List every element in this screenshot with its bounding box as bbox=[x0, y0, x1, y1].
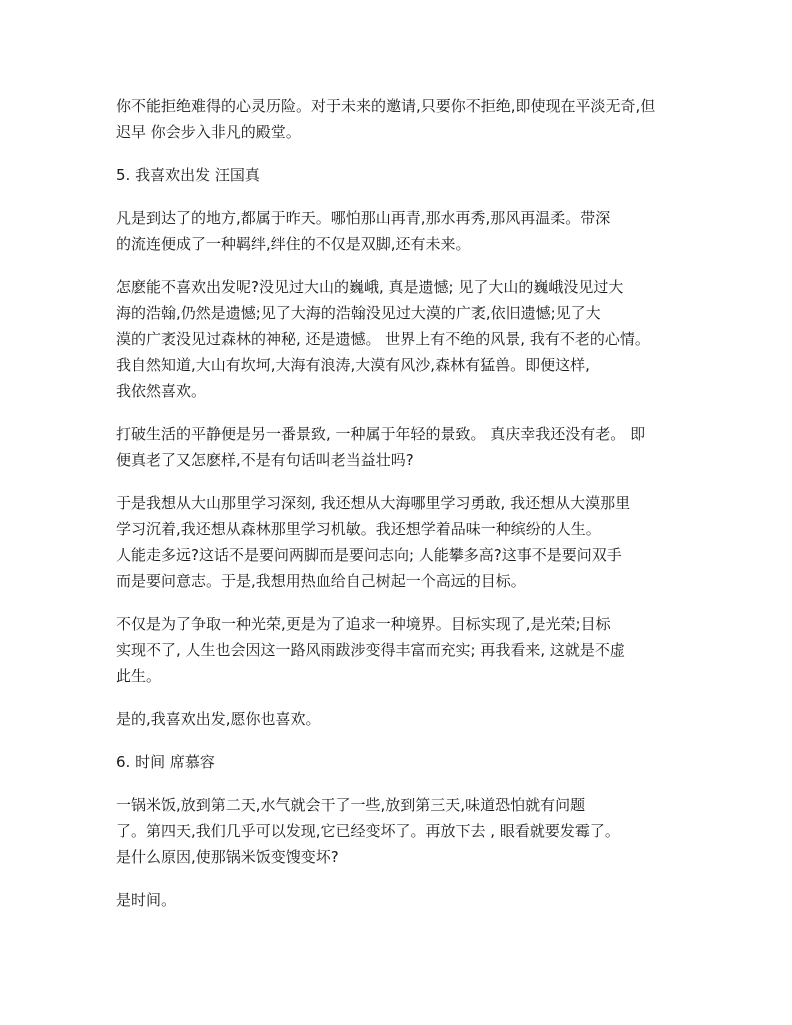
text-line: 漠的广袤没见过森林的神秘, 还是遗憾。 世界上有不绝的风景, 我有不老的心情。 bbox=[116, 330, 650, 348]
text-line: 学习沉着,我还想从森林那里学习机敏。我还想学着品味一种缤纷的人生。 bbox=[116, 520, 601, 538]
text-line: 是什么原因,使那锅米饭变馊变坏? bbox=[116, 848, 339, 866]
text-line: 你不能拒绝难得的心灵历险。对于未来的邀请,只要你不拒绝,即使现在平淡无奇,但 bbox=[116, 97, 656, 115]
text-line: 的流连便成了一种羁绊,绊住的不仅是双脚,还有未来。 bbox=[116, 235, 471, 253]
paragraph-1 bbox=[116, 93, 696, 145]
section-heading-6: 6. 时间 席慕容 bbox=[116, 753, 215, 771]
paragraph-3 bbox=[116, 274, 696, 404]
text-line: 实现不了, 人生也会因这一路风雨跋涉变得丰富而充实; 再我看来, 这就是不虚 bbox=[116, 641, 625, 659]
text-line: 海的浩翰,仍然是遗憾;见了大海的浩翰没见过大漠的广袤,依旧遗憾;见了大 bbox=[116, 304, 601, 322]
text-line: 是的,我喜欢出发,愿你也喜欢。 bbox=[116, 710, 321, 728]
paragraph-8 bbox=[116, 792, 696, 870]
text-line: 打破生活的平静便是另一番景致, 一种属于年轻的景致。 真庆幸我还没有老。 即 bbox=[116, 425, 646, 443]
section-heading-5: 5. 我喜欢出发 汪国真 bbox=[116, 166, 260, 184]
text-line: 于是我想从大山那里学习深刻, 我还想从大海哪里学习勇敢, 我还想从大漠那里 bbox=[116, 494, 631, 512]
text-line: 人能走多远?这话不是要问两脚而是要问志向; 人能攀多高?这事不是要问双手 bbox=[116, 546, 622, 564]
paragraph-7 bbox=[116, 706, 696, 732]
text-line: 而是要问意志。于是,我想用热血给自己树起一个高远的目标。 bbox=[116, 572, 526, 590]
text-line: 了。第四天,我们几乎可以发现,它已经变坏了。再放下去 , 眼看就要发霉了。 bbox=[116, 822, 620, 840]
text-line: 一锅米饭,放到第二天,水气就会干了一些,放到第三天,味道恐怕就有问题 bbox=[116, 796, 586, 814]
paragraph-6 bbox=[116, 611, 696, 689]
paragraph-5 bbox=[116, 490, 696, 594]
text-line: 我依然喜欢。 bbox=[116, 382, 207, 400]
text-line: 此生。 bbox=[116, 667, 162, 685]
text-line: 不仅是为了争取一种光荣,更是为了追求一种境界。目标实现了,是光荣;目标 bbox=[116, 615, 611, 633]
text-line: 是时间。 bbox=[116, 891, 177, 909]
text-line: 迟早 你会步入非凡的殿堂。 bbox=[116, 123, 301, 141]
text-line: 我自然知道,大山有坎坷,大海有浪涛,大漠有风沙,森林有猛兽。即便这样, bbox=[116, 356, 590, 374]
paragraph-9 bbox=[116, 887, 696, 913]
paragraph-4 bbox=[116, 421, 696, 473]
text-line: 凡是到达了的地方,都属于昨天。哪怕那山再青,那水再秀,那风再温柔。带深 bbox=[116, 209, 611, 227]
text-line: 怎麽能不喜欢出发呢?没见过大山的巍峨, 真是遗憾; 见了大山的巍峨没见过大 bbox=[116, 278, 624, 296]
document-page bbox=[116, 93, 696, 930]
text-line: 便真老了又怎麽样,不是有句话叫老当益壮吗? bbox=[116, 451, 414, 469]
paragraph-2 bbox=[116, 205, 696, 257]
